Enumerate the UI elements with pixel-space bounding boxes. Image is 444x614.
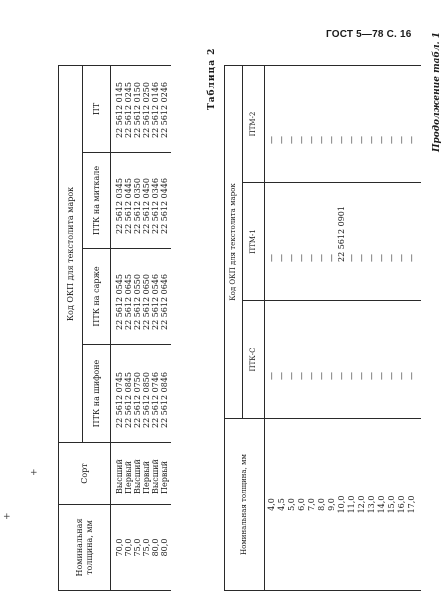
table1 [58,65,171,591]
table2-ptk-s-values: — — — — — — — — — — — — — — — [265,301,421,419]
table1-caption: Продолжение табл. 1 [432,31,442,152]
table1-col-thickness: Номинальная толщина, мм [59,505,111,591]
table2-col-thickness: Номинальная толщина, мм [225,419,265,591]
table1-thickness-values: 70,0 70,0 75,0 75,0 80,0 80,0 [111,505,171,591]
table1-ptk-shifon-values: 22 5612 0745 22 5612 0845 22 5612 0750 22 5612 0850 22 5612 0746 22 5612 0846 [111,345,171,443]
table2-col-ptm1: ПТМ-1 [243,183,265,301]
table1-group-header: Код ОКП для текстолита марок [59,66,83,443]
table1-col-grade: Сорт [59,443,111,505]
table1-col-ptk-sarzha: ПТК на саржe [83,249,111,345]
table2-caption: Таблица 2 [207,47,217,110]
page-header: ГОСТ 5—78 С. 16 [326,29,412,40]
table2 [224,65,421,591]
binding-mark-bottom: + [3,512,11,522]
table2-ptm1-values: — — — — — — — 22 5612 0901 — — — — — — — [265,183,421,301]
table1-ptk-mitkal-values: 22 5612 0345 22 5612 0445 22 5612 0350 22 5612 0450 22 5612 0346 22 5612 0446 [111,153,171,249]
table1-ptk-sarzha-values: 22 5612 0545 22 5612 0645 22 5612 0550 22 5612 0650 22 5612 0546 22 5612 0646 [111,249,171,345]
binding-mark-top: + [30,468,38,478]
table2-group-header: Код ОКП для текстолита марок [225,65,243,418]
table1-grade-values: Высший Первый Высший Первый Высший Первый [111,443,171,505]
table2-col-ptk-s: ПТК-С [243,301,265,419]
table1-col-pt: ПТ [83,66,111,153]
table2-ptm2-values: — — — — — — — — — — — — — — — [265,65,421,182]
table1-col-ptk-mitkal: ПТК на миткале [83,153,111,249]
table1-pt-values: 22 5612 0145 22 5612 0245 22 5612 0150 22 5612 0250 22 5612 0146 22 5612 0246 [111,66,171,153]
table2-col-ptm2: ПТМ-2 [243,65,265,182]
table1-col-ptk-shifon: ПТК на шифоне [83,345,111,443]
table2-thickness-values: 4,0 4,5 5,0 6,0 7,0 8,0 9,0 10,0 11,0 12,0 13,0 14,0 15,0 16,0 17,0 [265,419,421,591]
